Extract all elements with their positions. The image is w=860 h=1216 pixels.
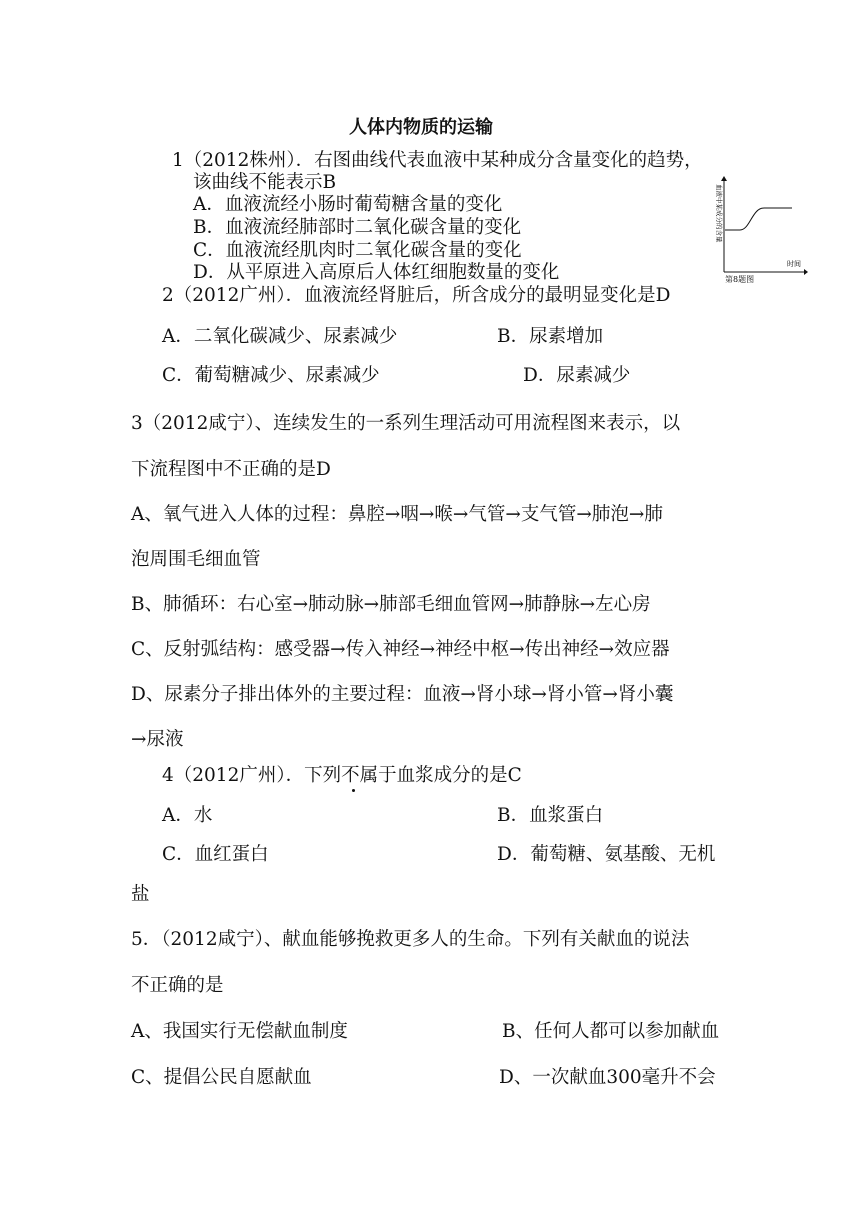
q4-option-d: D．葡萄糖、氨基酸、无机 [497, 844, 716, 865]
q3-option-a-line1: A、氧气进入人体的过程：鼻腔→咽→喉→气管→支气管→肺泡→肺 [131, 504, 663, 525]
q5-stem-line2: 不正确的是 [131, 975, 224, 996]
q2-stem: 2（2012广州）．血液流经肾脏后，所含成分的最明显变化是D [162, 285, 671, 306]
q1-figure-caption: 第8题图 [725, 275, 755, 284]
q3-option-c: C、反射弧结构：感受器→传入神经→神经中枢→传出神经→效应器 [131, 639, 670, 660]
q3-option-d-line2: →尿液 [131, 729, 184, 750]
q3-stem-line2: 下流程图中不正确的是D [131, 459, 331, 480]
q4-stem: 4（2012广州）．下列不属于血浆成分的是C [162, 765, 522, 786]
q2-option-d: D．尿素减少 [523, 365, 631, 386]
q1-stem-line1: 1（2012株州）．右图曲线代表血液中某种成分含量变化的趋势， [172, 150, 703, 171]
q1-option-b: B．血液流经肺部时二氧化碳含量的变化 [193, 217, 522, 238]
q4-option-c: C．血红蛋白 [162, 844, 269, 865]
q2-option-c: C．葡萄糖减少、尿素减少 [162, 365, 380, 386]
q3-option-d-line1: D、尿素分子排出体外的主要过程：血液→肾小球→肾小管→肾小囊 [131, 684, 674, 705]
q1-option-a: A．血液流经小肠时葡萄糖含量的变化 [193, 194, 503, 215]
q3-stem-line1: 3（2012咸宁）、连续发生的一系列生理活动可用流程图来表示，以 [131, 413, 681, 434]
q1-figure-xlabel: 时间 [787, 260, 801, 268]
q1-stem-line2: 该曲线不能表示B [193, 172, 337, 193]
q1-option-c: C．血液流经肌肉时二氧化碳含量的变化 [193, 240, 522, 261]
q3-option-a-line2: 泡周围毛细血管 [131, 549, 261, 570]
q5-option-a: A、我国实行无偿献血制度 [131, 1021, 348, 1042]
q5-option-c: C、提倡公民自愿献血 [131, 1067, 312, 1088]
q4-option-d-cont: 盐 [131, 884, 150, 905]
q1-option-d: D．从平原进入高原后人体红细胞数量的变化 [193, 262, 560, 283]
q4-option-b: B．血浆蛋白 [497, 805, 604, 826]
emphasis-dot [352, 789, 355, 792]
q2-option-a: A．二氧化碳减少、尿素减少 [162, 326, 398, 347]
page-title: 人体内物质的运输 [349, 117, 493, 138]
q2-option-b: B．尿素增加 [497, 326, 604, 347]
q5-option-b: B、任何人都可以参加献血 [502, 1021, 720, 1042]
q5-option-d: D、一次献血300毫升不会 [499, 1067, 716, 1088]
q3-option-b: B、肺循环：右心室→肺动脉→肺部毛细血管网→肺静脉→左心房 [131, 594, 651, 615]
q5-stem-line1: 5．（2012咸宁）、献血能够挽救更多人的生命。下列有关献血的说法 [131, 929, 690, 950]
q4-option-a: A．水 [162, 805, 213, 826]
q1-figure-ylabel: 血液中某成分的含量 [715, 184, 723, 243]
